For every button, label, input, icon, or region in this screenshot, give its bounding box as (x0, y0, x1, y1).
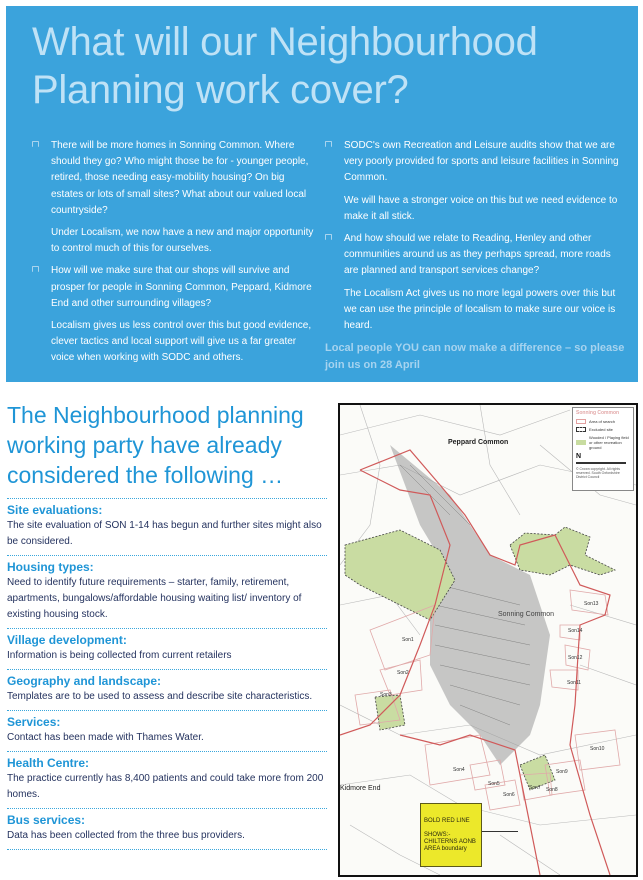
section-title: The Neighbourhood planning working party have already considered the following … (7, 402, 304, 488)
legend-copyright: © Crown copyright. All rights reserved. South Oxfordshire District Council (576, 467, 621, 479)
legend-text: Wooded / Playing field or other recreation ground (589, 435, 629, 450)
area-of-search-swatch-icon (576, 419, 586, 424)
arrow-icon (482, 831, 518, 832)
site-label-son1: Son1 (402, 637, 414, 643)
bullet-followup: Under Localism, we now have a new and major opportunity to control much of this for ourselves. (51, 227, 314, 255)
topic-body: The practice currently has 8,400 patients and could take more from 200 homes. (7, 773, 324, 800)
topic-body: Data has been collected from the three bus providers. (7, 830, 245, 841)
topic-geography-landscape (7, 669, 327, 710)
excluded-site-swatch-icon (576, 427, 586, 432)
site-label-son14: Son14 (568, 628, 583, 634)
topic-village-development (7, 628, 327, 669)
topic-health-centre (7, 751, 327, 808)
topic-services (7, 710, 327, 751)
site-label-son10: Son10 (590, 746, 605, 752)
topic-heading: Health Centre: (7, 756, 90, 770)
legend-text: Area of search (589, 419, 616, 424)
bullet-item-homes (32, 138, 317, 257)
topic-body: Contact has been made with Thames Water. (7, 732, 204, 743)
map-label-sonning-common: Sonning Common (498, 611, 555, 618)
site-label-son7: Son7 (529, 785, 541, 791)
page-title: What will our Neighbourhood Planning work cover? (32, 20, 538, 112)
site-label-son8: Son8 (546, 787, 558, 793)
map-legend (572, 407, 634, 491)
site-label-son6: Son6 (503, 792, 515, 798)
bullet-icon (32, 266, 39, 272)
site-label-son2: Son2 (397, 670, 409, 676)
legend-text: Excluded site (589, 427, 613, 432)
topic-heading: Village development: (7, 633, 127, 647)
topic-body: The site evaluation of SON 1-14 has begun and further sites might also be considered. (7, 520, 322, 547)
bullet-text: And how should we relate to Reading, Henley and other communities around us as they perhaps spread, more roads are planned and transport services change? (344, 233, 611, 277)
intro-panel (6, 6, 638, 382)
map-label-kidmore-end: Kidmore End (340, 785, 381, 792)
site-label-son13: Son13 (584, 601, 599, 607)
bullet-text: There will be more homes in Sonning Common. Where should they go? Who might those be for - younger people, retired, those needing easy-mobility housing? On big estates or lots of small sites? What about our valued local countryside? (51, 140, 309, 216)
topic-body: Information is being collected from current retailers (7, 650, 232, 661)
bullet-icon (325, 141, 332, 147)
map-label-peppard-common: Peppard Common (448, 439, 509, 446)
site-label-son3: Son3 (380, 692, 392, 698)
bullet-followup: We will have a stronger voice on this but we need evidence to make it all stick. (344, 194, 618, 222)
topic-heading: Geography and landscape: (7, 674, 162, 688)
note-line-3: CHILTERNS AONB (424, 839, 476, 845)
topic-body: Templates are to be used to assess and describe site characteristics. (7, 691, 313, 702)
bullet-text: How will we make sure that our shops will survive and prosper for people in Sonning Common, Peppard, Kidmore End and other surrounding villages? (51, 265, 312, 309)
site-label-son11: Son11 (567, 680, 582, 686)
topic-heading: Bus services: (7, 813, 86, 827)
site-label-son12: Son12 (568, 655, 583, 661)
bullet-item-shops (32, 263, 317, 366)
topic-list (7, 498, 327, 850)
site-label-son9: Son9 (556, 769, 568, 775)
right-column (325, 138, 625, 373)
bullet-text: SODC's own Recreation and Leisure audits show that we are very poorly provided for sports and leisure facilities in Sonning Common. (344, 140, 619, 184)
bullet-icon (325, 234, 332, 240)
note-line-2: SHOWS:- (424, 832, 451, 838)
topic-body: Need to identify future requirements – starter, family, retirement, apartments, bungalows/affordable housing waiting list/ inventory of existing housing stock. (7, 577, 302, 620)
legend-row-wooded (576, 435, 630, 450)
site-map (338, 403, 638, 877)
bullet-icon (32, 141, 39, 147)
aonb-note-box (420, 803, 482, 867)
legend-row-area-of-search (576, 419, 630, 424)
topic-housing-types (7, 555, 327, 628)
site-label-son5: Son5 (488, 781, 500, 787)
topic-heading: Site evaluations: (7, 503, 103, 517)
bullet-item-neighbours (325, 231, 625, 334)
left-column (32, 138, 317, 373)
note-line-4: AREA boundary (424, 846, 467, 852)
legend-row-excluded-site (576, 427, 630, 432)
legend-title: Sonning Common (576, 410, 620, 416)
north-arrow-icon: N (576, 453, 582, 460)
wooded-swatch-icon (576, 440, 586, 445)
bullet-followup: The Localism Act gives us no more legal powers over this but we can use the principle of localism to make sure our voice is heard. (344, 287, 616, 332)
topic-heading: Services: (7, 715, 61, 729)
topic-heading: Housing types: (7, 560, 94, 574)
call-to-action: Local people YOU can now make a difference – so please join us on 28 April (325, 342, 625, 371)
topic-site-evaluations (7, 498, 327, 555)
site-label-son4: Son4 (453, 767, 465, 773)
topic-bus-services (7, 808, 327, 850)
bullet-item-recreation (325, 138, 625, 225)
bullet-followup: Localism gives us less control over this but good evidence, clever tactics and local support will give us a far greater voice when working with SODC and others. (51, 320, 312, 364)
note-line-1: BOLD RED LINE (424, 818, 470, 824)
scale-bar (576, 462, 626, 464)
